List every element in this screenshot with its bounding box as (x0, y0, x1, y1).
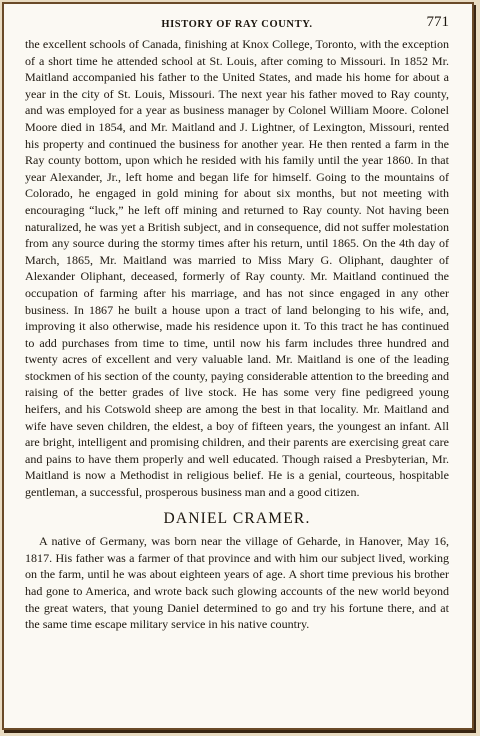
running-head (25, 14, 449, 36)
section-heading: DANIEL CRAMER. (163, 509, 311, 527)
running-title: HISTORY OF RAY COUNTY. (161, 19, 313, 30)
page-number: 771 (426, 14, 449, 30)
book-page (25, 14, 449, 633)
continued-paragraph: the excellent schools of Canada, finishing at Knox College, Toronto, with the exception of a short time he attended school at St. Louis, after coming to Missouri. In 1852 Mr. Maitland accompanied his father to the United States, and made his home for about a year in the city of St. Louis, Missouri. The next year his father moved to Ray county, and was employed for a year as business manager by Colonel William Moore. Colonel Moore died in 1854, and Mr. Maitland and J. Lightner, of Lexington, Missouri, rented his property and continued the business for another year. He then rented a farm in the Ray county bottom, upon which he resided with his family until the year 1860. In that year Alexander, Jr., left home and began life for himself. Going to the mountains of Colorado, he engaged in gold mining for about six months, but not meeting with encouraging “luck,” he left off mining and returned to Ray county. Not having been naturalized, he was yet a British subject, and in consequence, did not suffer molestation from any source during the stormy times after his return, until 1865. On the 4th day of March, 1865, Mr. Maitland was married to Miss Mary G. Oliphant, daughter of Alexander Oliphant, deceased, formerly of Ray county. Mr. Maitland continued the occupation of farming after his marriage, and has not since engaged in any other business. In 1867 he built a house upon a tract of land belonging to his wife, and, improving it also otherwise, made his residence upon it. To this tract he has continued to add purchases from time to time, until now his farm includes three hundred and twenty acres of excellent and very valuable land. Mr. Maitland is one of the leading stockmen of his section of the county, paying considerable attention to the breeding and raising of the better grades of live stock. He has some very fine pedigreed young heifers, and his Cotswold sheep are among the best in that locality. Mr. Maitland and wife have seven children, the eldest, a boy of fifteen years, the youngest an infant. All are bright, intelligent and promising children, and their parents are exercising great care and pains to have them properly and well educated. Though raised a Presbyterian, Mr. Maitland is now a Methodist in religious belief. He is a genial, courteous, hospitable gentleman, a successful, prosperous business man and a good citizen. (25, 37, 449, 500)
section-paragraph: A native of Germany, was born near the village of Geharde, in Hanover, May 16, 1817. His father was a farmer of that province and with him our subject lived, working on the farm, until he was about eighteen years of age. A short time previous his brother had gone to America, and wrote back such glowing accounts of the new world beyond the great waters, that young Daniel determined to go and try his fortune there, and at the same time escape military service in his native country. (25, 534, 449, 632)
body-text (25, 36, 449, 633)
